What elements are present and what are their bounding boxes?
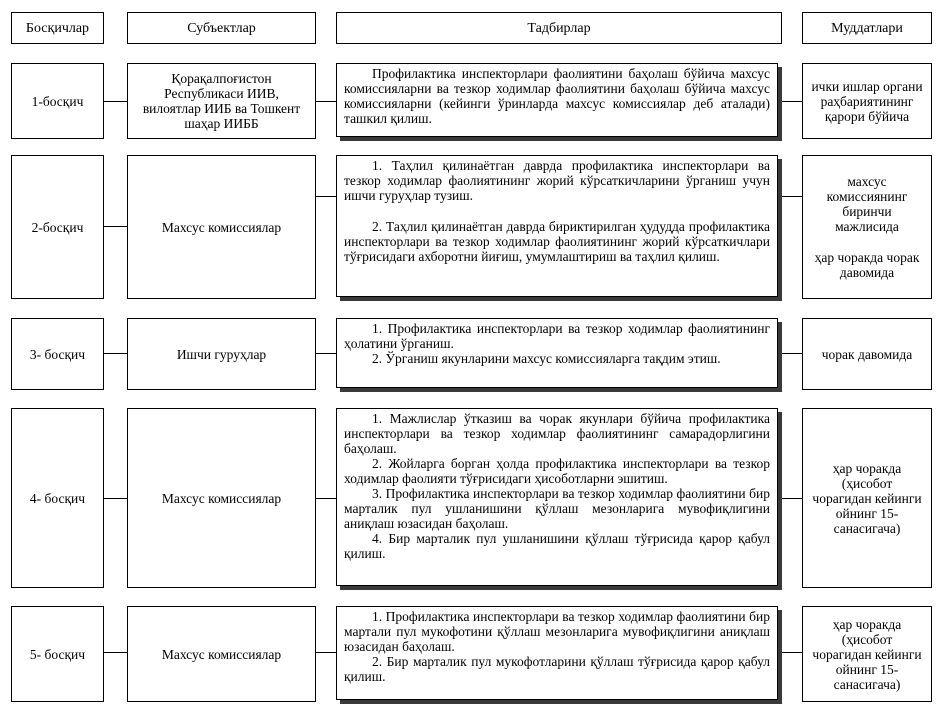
- header-deadlines-label: Муддатлари: [831, 20, 903, 36]
- connector-line: [104, 498, 127, 499]
- stage-4-box: [11, 408, 104, 588]
- deadline-4-box: [802, 408, 932, 588]
- subject-5-label: Махсус комиссиялар: [161, 646, 282, 662]
- stage-1-label: 1-босқич: [31, 93, 84, 109]
- connector-line: [316, 101, 336, 102]
- connector-line: [104, 226, 127, 227]
- header-actions: [336, 12, 782, 44]
- connector-line: [316, 196, 336, 197]
- stage-5-label: 5- босқич: [29, 646, 86, 662]
- action-item: 2. Бир марталик пул мукофотларини қўллаш тўғрисида қарор қабул қилиш.: [344, 654, 770, 684]
- connector-line: [782, 101, 802, 102]
- connector-line: [316, 498, 336, 499]
- subject-1-label: Қорақалпоғистон Республикаси ИИВ, вилоятлар ИИБ ва Тошкент шаҳар ИИББ: [142, 71, 301, 131]
- action-item: 1. Таҳлил қилинаётган даврда профилактика инспекторлари ва тезкор ходимлар фаолиятининг жорий кўрсаткичларини ўрганиш учун ишчи гуруҳлар тузиш.: [344, 158, 770, 203]
- connector-line: [316, 353, 336, 354]
- deadline-1-box: [802, 63, 932, 139]
- actions-2-box: [336, 155, 778, 297]
- connector-line: [104, 353, 127, 354]
- subject-4-label: Махсус комиссиялар: [161, 490, 282, 506]
- connector-line: [782, 498, 802, 499]
- header-subjects: [127, 12, 316, 44]
- actions-1-list: [344, 66, 770, 126]
- subject-4-box: [127, 408, 316, 588]
- subject-5-box: [127, 606, 316, 702]
- connector-line: [782, 652, 802, 653]
- connector-line: [104, 652, 127, 653]
- action-item: 3. Профилактика инспекторлари ва тезкор ходимлар фаолиятини бир марталик пул ушланишини қўллаш мезонларига мувофиқлигини аниқлаш юзасидан баҳолаш.: [344, 486, 770, 531]
- deadline-3-label: чорак давомида: [821, 346, 913, 362]
- action-item: 4. Бир марталик пул ушланишини қўллаш тўғрисида қарор қабул қилиш.: [344, 531, 770, 561]
- header-stages: [11, 12, 104, 44]
- connector-line: [104, 101, 127, 102]
- header-subjects-label: Субъектлар: [187, 20, 256, 36]
- actions-5-list: [344, 609, 770, 684]
- actions-2-list: [344, 158, 770, 264]
- subject-3-box: [127, 318, 316, 390]
- action-item: 1. Мажлислар ўтказиш ва чорак якунлари бўйича профилактика инспекторлари ва тезкор ходимлар фаолиятининг самарадорлигини баҳолаш.: [344, 411, 770, 456]
- action-item: 1. Профилактика инспекторлари ва тезкор ходимлар фаолиятининг ҳолатини ўрганиш.: [344, 321, 770, 351]
- actions-3-list: [344, 321, 770, 366]
- deadline-2-bottom-label: ҳар чоракда чорак давомида: [814, 250, 920, 280]
- action-item: 2. Таҳлил қилинаётган даврда бириктирилган ҳудудда профилактика инспекторлари ва тезкор ходимлар фаолиятининг жорий кўрсаткичлари тўғрисидаги ахборотни йиғиш, умумлаштириш ва таҳлил қилиш.: [344, 219, 770, 264]
- actions-5-box: [336, 606, 778, 700]
- connector-line: [782, 353, 802, 354]
- actions-4-box: [336, 408, 778, 586]
- stage-1-box: [11, 63, 104, 139]
- actions-1-box: [336, 63, 778, 137]
- header-actions-label: Тадбирлар: [527, 20, 591, 36]
- action-item: 2. Жойларга борган ҳолда профилактика инспекторлари ва тезкор ходимлар фаолияти тўғрисидаги ҳисоботларни эшитиш.: [344, 456, 770, 486]
- deadline-5-box: [802, 606, 932, 702]
- actions-4-list: [344, 411, 770, 561]
- action-item: 2. Ўрганиш якунларини махсус комиссияларга тақдим этиш.: [372, 351, 721, 366]
- stage-2-box: [11, 155, 104, 299]
- action-item: Профилактика инспекторлари фаолиятини баҳолаш бўйича махсус комиссияларни ва тезкор ходимлар фаолиятини баҳолаш бўйича махсус комиссияларни (кейинги ўринларда махсус комиссиялар деб аталади) ташкил қилиш.: [344, 66, 770, 126]
- stage-3-box: [11, 318, 104, 390]
- subject-2-label: Махсус комиссиялар: [161, 219, 282, 235]
- deadline-4-label: ҳар чоракда (ҳисобот чорагидан кейинги ойнинг 15- санасигача): [812, 460, 922, 536]
- header-stages-label: Босқичлар: [25, 20, 90, 36]
- connector-line: [782, 196, 802, 197]
- deadline-1-label: ички ишлар органи раҳбариятининг қарори бўйича: [811, 78, 923, 124]
- actions-3-box: [336, 318, 778, 388]
- deadline-3-box: [802, 318, 932, 390]
- subject-3-label: Ишчи гуруҳлар: [176, 346, 267, 362]
- header-deadlines: [802, 12, 932, 44]
- deadline-2-box: [802, 155, 932, 299]
- deadline-2-top-label: махсус комиссиянинг биринчи мажлисида: [826, 174, 908, 234]
- connector-line: [316, 652, 336, 653]
- stage-4-label: 4- босқич: [29, 490, 86, 506]
- subject-2-box: [127, 155, 316, 299]
- stage-5-box: [11, 606, 104, 702]
- subject-1-box: [127, 63, 316, 139]
- action-item: 1. Профилактика инспекторлари ва тезкор ходимлар фаолиятини бир мартали пул мукофотини қўллаш мезонларига мувофиқлигини аниқлаш юзасидан баҳолаш.: [344, 609, 770, 654]
- deadline-5-label: ҳар чоракда (ҳисобот чорагидан кейинги ойнинг 15-санасигача): [812, 616, 922, 692]
- stage-2-label: 2-босқич: [31, 219, 84, 235]
- stage-3-label: 3- босқич: [29, 346, 86, 362]
